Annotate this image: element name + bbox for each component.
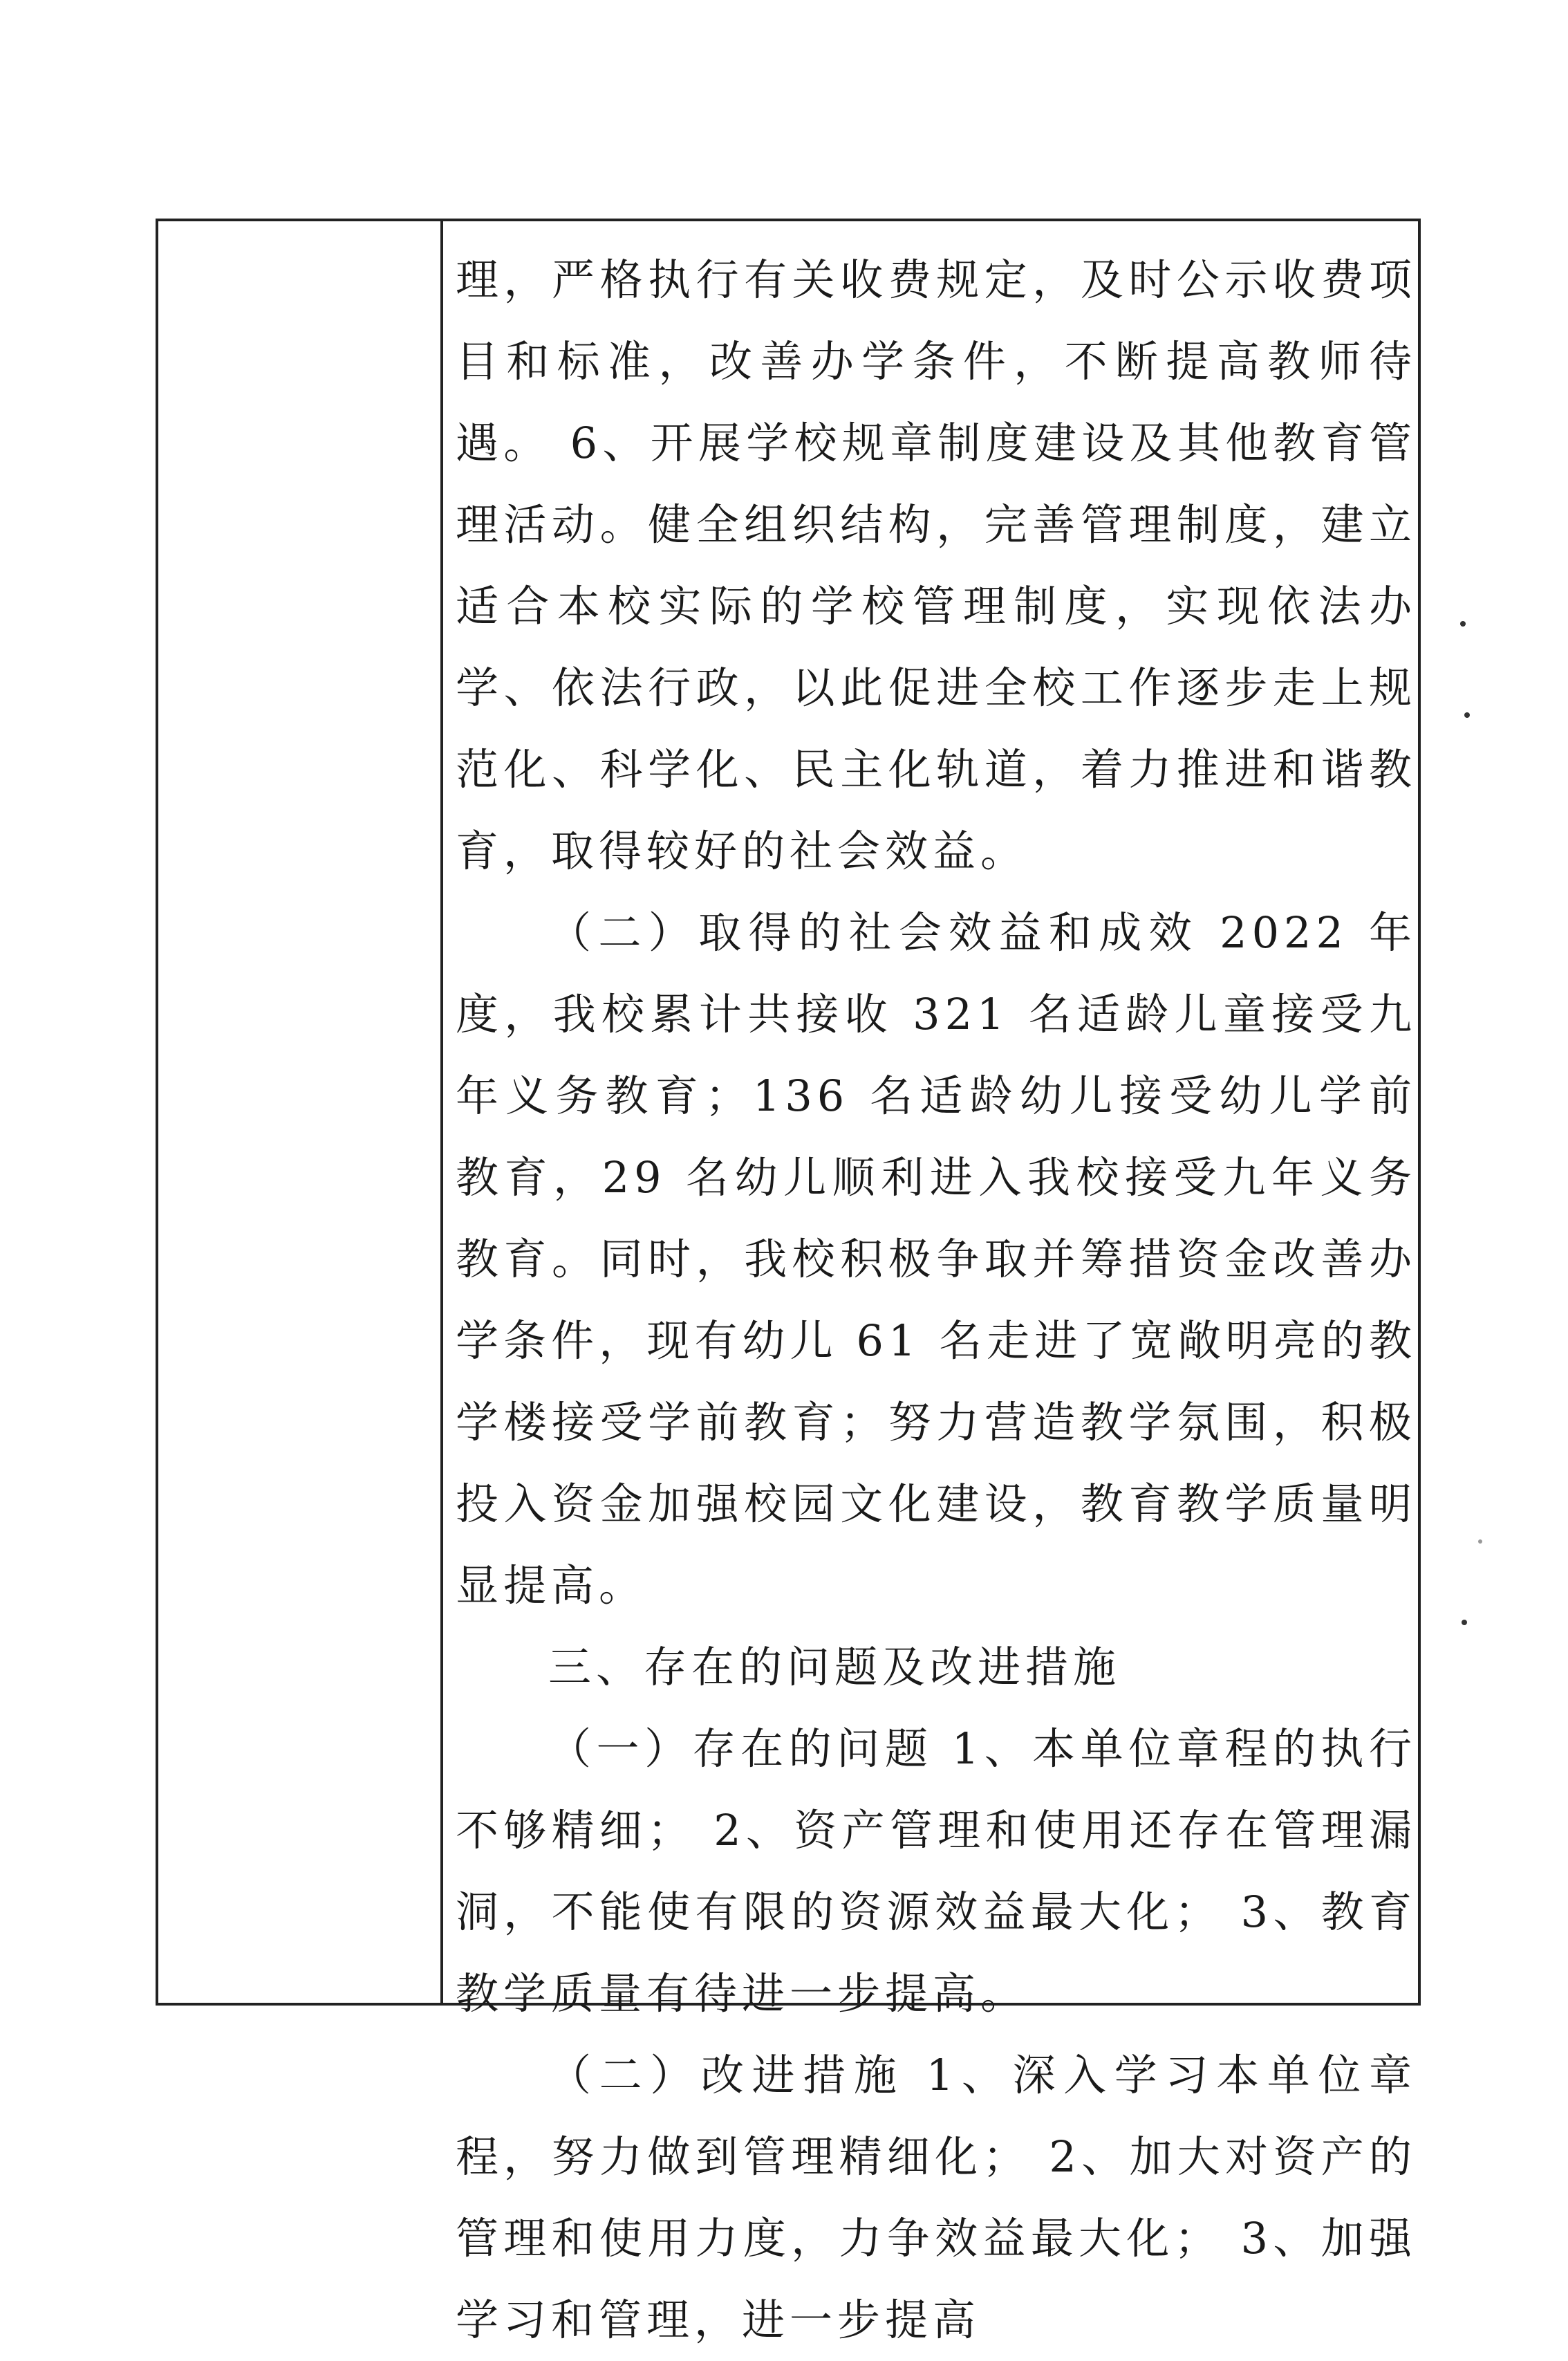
paragraph-improvement-measures: （二）改进措施 1、深入学习本单位章程，努力做到管理精细化； 2、加大对资产的管理和使用力度，力争效益最大化； 3、加强学习和管理，进一步提高 bbox=[456, 2050, 1417, 2345]
paragraph-social-benefits: （二）取得的社会效益和成效 2022 年度，我校累计共接收 321 名适龄儿童接受九年义务教育；136 名适龄幼儿接受幼儿学前教育，29 名幼儿顺利进入我校接受九年义务教育。同时，我校积极争取并筹措资金改善办学条件，现有幼儿 61 名走进了宽敞明亮的教学楼接受学前教育；努力营造教学氛围，积极投入资金加强校园文化建设，教育教学质量明显提高。 bbox=[456, 907, 1417, 1611]
form-table bbox=[156, 219, 1421, 2345]
scan-speck bbox=[1478, 1539, 1482, 1544]
scan-speck bbox=[1460, 621, 1466, 627]
table-content-column bbox=[456, 239, 1417, 2345]
scan-speck bbox=[1462, 1620, 1467, 1625]
paragraph-management-continued: 理，严格执行有关收费规定，及时公示收费项目和标准，改善办学条件，不断提高教师待遇。 6、开展学校规章制度建设及其他教育管理活动。健全组织结构，完善管理制度，建立适合本校实际的学校管理制度，实现依法办学、依法行政，以此促进全校工作逐步走上规范化、科学化、民主化轨道，着力推进和谐教育，取得较好的社会效益。 bbox=[456, 254, 1417, 876]
paragraph-existing-problems: （一）存在的问题 1、本单位章程的执行不够精细； 2、资产管理和使用还存在管理漏洞，不能使有限的资源效益最大化； 3、教育教学质量有待进一步提高。 bbox=[456, 1723, 1417, 2019]
table-label-column bbox=[158, 221, 442, 2003]
column-divider bbox=[440, 221, 443, 2003]
scan-speck bbox=[1464, 712, 1470, 718]
section-heading-problems: 三、存在的问题及改进措施 bbox=[548, 1642, 1121, 1692]
